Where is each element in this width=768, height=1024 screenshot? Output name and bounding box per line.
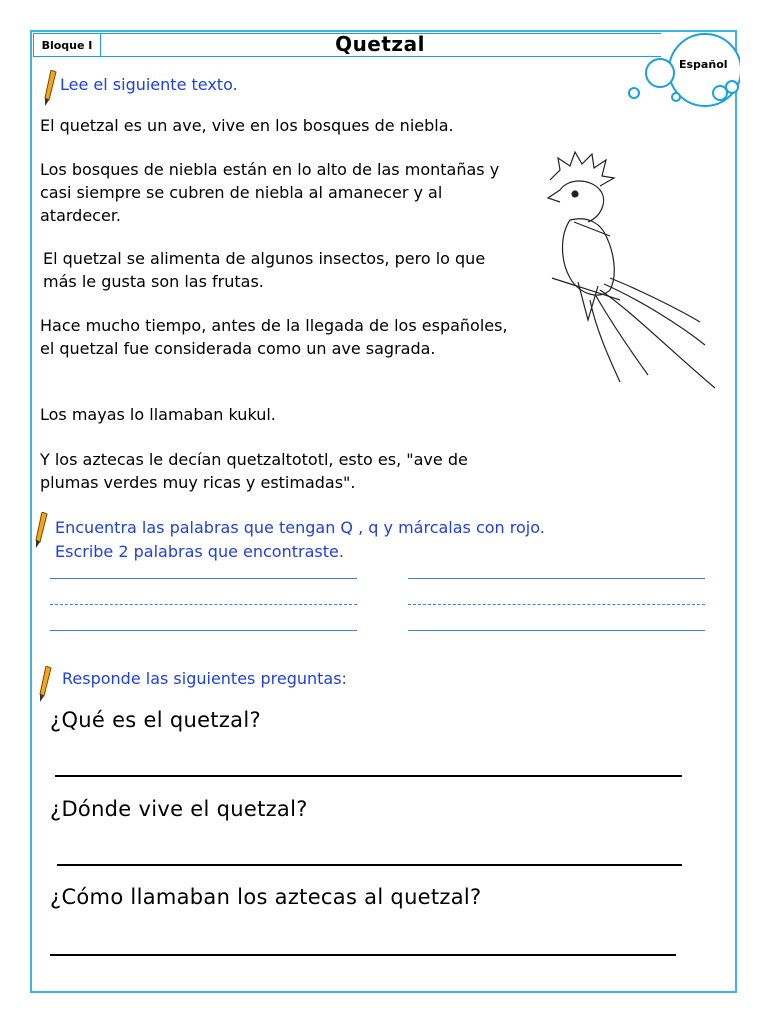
block-label: Bloque I [33, 33, 101, 57]
activity-instruction-1: Encuentra las palabras que tengan Q , q y márcalas con rojo. [55, 518, 545, 537]
paragraph: Los bosques de niebla están en lo alto de las montañas y casi siempre se cubren de niebla al amanecer y al atardecer. [40, 160, 500, 225]
pencil-icon [43, 70, 57, 106]
writing-line[interactable] [50, 630, 357, 631]
page-title: Quetzal [335, 32, 425, 56]
question: ¿Dónde vive el quetzal? [50, 797, 308, 821]
paragraph: El quetzal se alimenta de algunos insectos, pero lo que más le gusta son las frutas. [43, 249, 486, 291]
activity-instruction-2: Escribe 2 palabras que encontraste. [55, 542, 344, 561]
quetzal-illustration [530, 150, 720, 390]
paragraph: El quetzal es un ave, vive en los bosques de niebla. [40, 116, 454, 135]
writing-guide-line [408, 604, 705, 605]
questions-instruction: Responde las siguientes preguntas: [62, 669, 347, 688]
paragraph: Los mayas lo llamaban kukul. [40, 405, 276, 424]
writing-line[interactable] [50, 578, 357, 579]
paragraph: Hace mucho tiempo, antes de la llegada de los españoles, el quetzal fue considerada como un ave sagrada. [40, 316, 508, 358]
writing-line[interactable] [408, 578, 705, 579]
writing-line[interactable] [408, 630, 705, 631]
question: ¿Cómo llamaban los aztecas al quetzal? [50, 885, 482, 909]
subject-badge: Español [679, 58, 728, 71]
pencil-icon [38, 666, 52, 702]
writing-guide-line [50, 604, 357, 605]
paragraph: Y los aztecas le decían quetzaltototl, esto es, "ave de plumas verdes muy ricas y estimadas". [40, 450, 468, 492]
answer-line[interactable] [50, 954, 676, 956]
reading-instruction: Lee el siguiente texto. [60, 75, 238, 94]
pencil-icon [34, 512, 48, 548]
question: ¿Qué es el quetzal? [50, 708, 261, 732]
answer-line[interactable] [57, 864, 682, 866]
answer-line[interactable] [55, 775, 682, 777]
